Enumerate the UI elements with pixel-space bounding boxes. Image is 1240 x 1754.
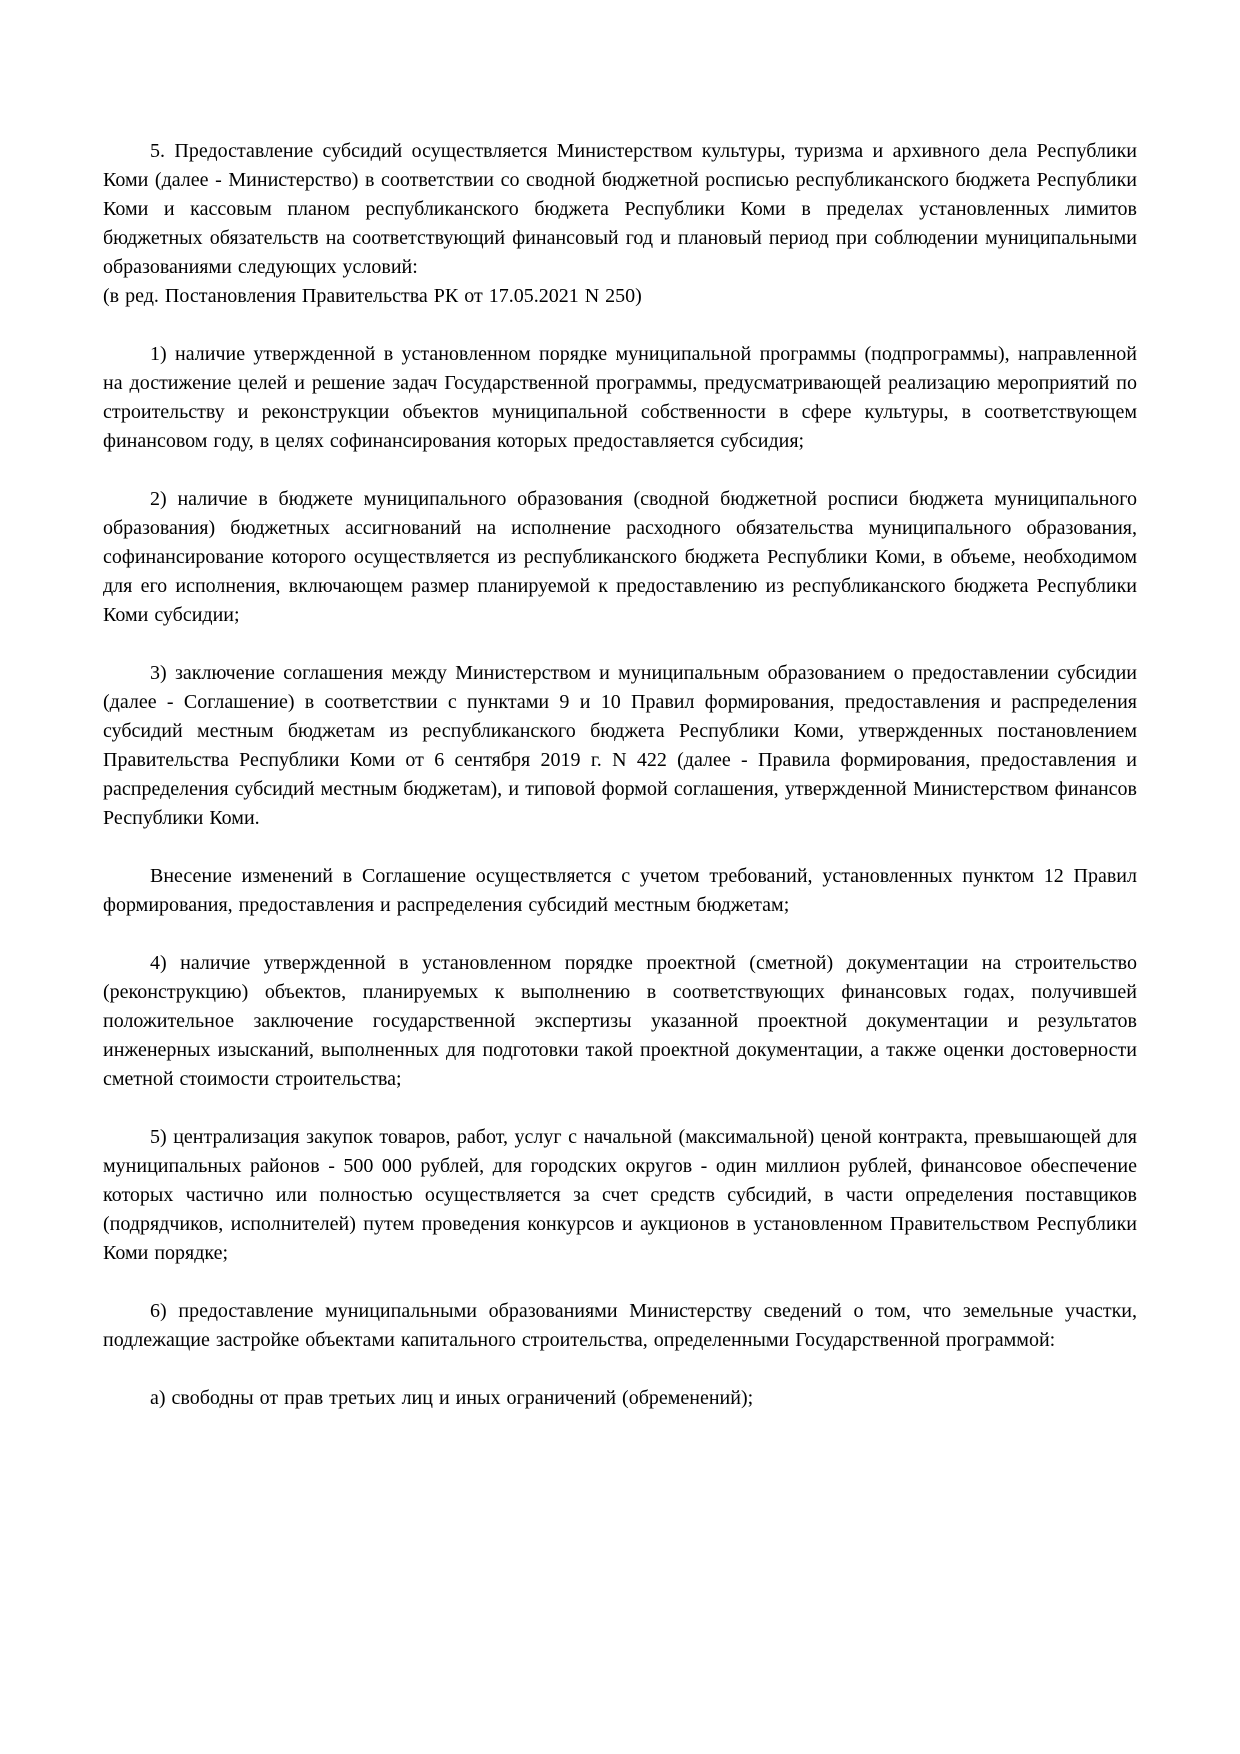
item-4: 4) наличие утвержденной в установленном порядке проектной (сметной) документации на строительство (реконструкцию) объектов, планируемых к выполнению в соответствующих финансовых годах, получившей положительное заключение государственной экспертизы указанной проектной документации и результатов инженерных изысканий, выполненных для подготовки такой проектной документации, а также оценки достоверности сметной стоимости строительства;: [103, 952, 1137, 1090]
item-3: 3) заключение соглашения между Министерством и муниципальным образованием о предоставлении субсидии (далее - Соглашение) в соответствии с пунктами 9 и 10 Правил формирования, предоставления и распределения субсидий местным бюджетам из республиканского бюджета Республики Коми, утвержденных постановлением Правительства Республики Коми от 6 сентября 2019 г. N 422 (далее - Правила формирования, предоставления и распределения субсидий местным бюджетам), и типовой формой соглашения, утвержденной Министерством финансов Республики Коми.: [103, 662, 1137, 829]
item-5: 5) централизация закупок товаров, работ, услуг с начальной (максимальной) ценой контракта, превышающей для муниципальных районов - 500 000 рублей, для городских округов - один миллион рублей, финансовое обеспечение которых частично или полностью осуществляется за счет средств субсидий, в части определения поставщиков (подрядчиков, исполнителей) путем проведения конкурсов и аукционов в установленном Правительством Республики Коми порядке;: [103, 1126, 1137, 1264]
item-2: 2) наличие в бюджете муниципального образования (сводной бюджетной росписи бюджета муниципального образования) бюджетных ассигнований на исполнение расходного обязательства муниципального образования, софинансирование которого осуществляется из республиканского бюджета Республики Коми, в объеме, необходимом для его исполнения, включающем размер планируемой к предоставлению из республиканского бюджета Республики Коми субсидии;: [103, 488, 1137, 626]
item-1: 1) наличие утвержденной в установленном порядке муниципальной программы (подпрограммы), направленной на достижение целей и решение задач Государственной программы, предусматривающей реализацию мероприятий по строительству и реконструкции объектов муниципальной собственности в сфере культуры, в соответствующем финансовом году, в целях софинансирования которых предоставляется субсидия;: [103, 343, 1137, 452]
subitem-a: а) свободны от прав третьих лиц и иных ограничений (обременений);: [150, 1387, 754, 1409]
edit-note: (в ред. Постановления Правительства РК от 17.05.2021 N 250): [103, 285, 642, 307]
amendment-clause: Внесение изменений в Соглашение осуществляется с учетом требований, установленных пунктом 12 Правил формирования, предоставления и распределения субсидий местным бюджетам;: [103, 865, 1137, 916]
item-6: 6) предоставление муниципальными образованиями Министерству сведений о том, что земельные участки, подлежащие застройке объектами капитального строительства, определенными Государственной программой:: [103, 1300, 1137, 1351]
paragraph-5-intro: 5. Предоставление субсидий осуществляется Министерством культуры, туризма и архивного дела Республики Коми (далее - Министерство) в соответствии со сводной бюджетной росписью республиканского бюджета Республики Коми и кассовым планом республиканского бюджета Республики Коми в пределах установленных лимитов бюджетных обязательств на соответствующий финансовый год и плановый период при соблюдении муниципальными образованиями следующих условий:: [103, 140, 1137, 278]
